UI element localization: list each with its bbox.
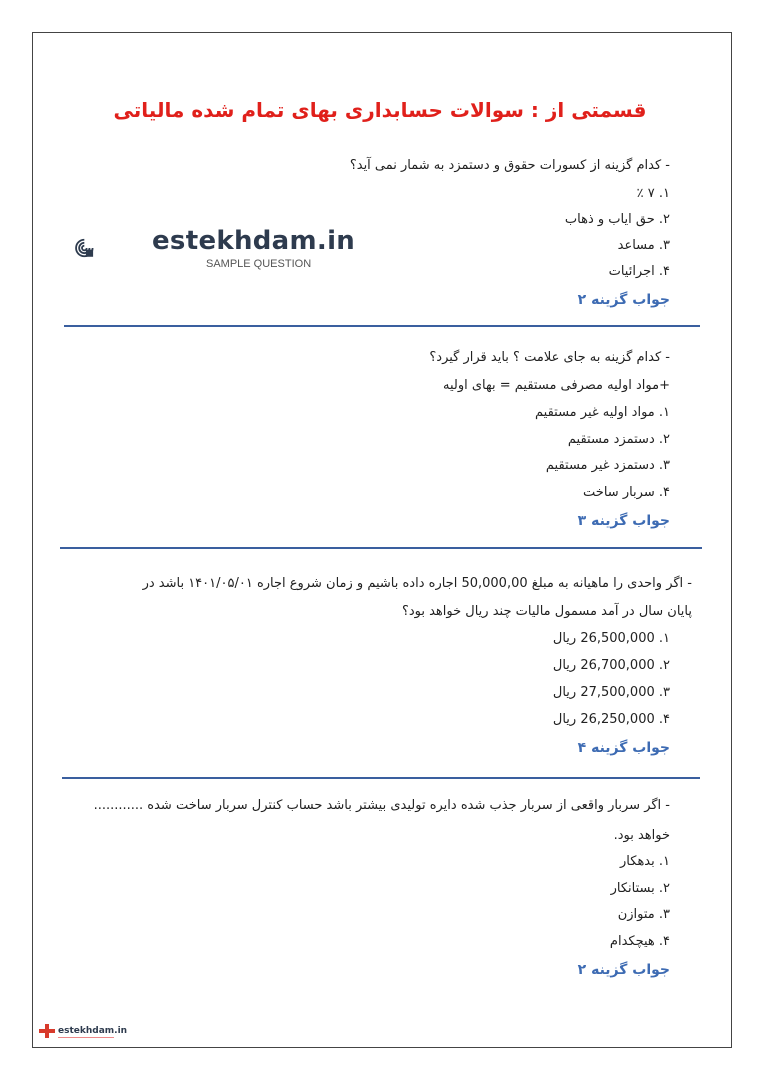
question-4-text-line-1: - اگر سربار واقعی از سربار جذب شده دایره تولیدی بیشتر باشد حساب کنترل سربار ساخت شده ............ [93, 798, 670, 813]
page-title: قسمتی از : سوالات حسابداری بهای تمام شده مالیاتی [113, 98, 647, 122]
question-4-answer: جواب گزینه ۲ [577, 962, 670, 978]
question-2-text: - کدام گزینه به جای علامت ؟ باید قرار گیرد؟ [429, 350, 670, 365]
question-2-option-1: ۱. مواد اولیه غیر مستقیم [535, 405, 670, 420]
watermark-subtitle: SAMPLE QUESTION [206, 258, 312, 270]
question-2-subtext: +مواد اولیه مصرفی مستقیم = بهای اولیه [443, 378, 670, 393]
question-1-option-2: ۲. حق ایاب و ذهاب [564, 212, 670, 227]
question-1-text: - کدام گزینه از کسورات حقوق و دستمزد به شمار نمی آید؟ [349, 158, 670, 173]
separator-2 [60, 547, 702, 549]
question-3-option-4: ۴. 26,250,000 ریال [552, 712, 670, 727]
question-2-answer: جواب گزینه ۳ [577, 513, 670, 529]
question-1-option-4: ۴. اجرائیات [608, 264, 670, 279]
question-4-option-2: ۲. بستانکار [610, 881, 670, 896]
question-3-option-3: ۳. 27,500,000 ریال [552, 685, 670, 700]
question-1-option-1: ۱. ۷ ٪ [636, 186, 670, 201]
question-1-option-3: ۳. مساعد [617, 238, 670, 253]
question-4-option-4: ۴. هیچکدام [609, 934, 670, 949]
question-2-option-4: ۴. سربار ساخت [583, 485, 670, 500]
footer-underline [58, 1037, 114, 1038]
cross-logo-icon [38, 1023, 56, 1039]
question-3-option-2: ۲. 26,700,000 ریال [552, 658, 670, 673]
concentric-signal-logo-icon [74, 208, 154, 288]
question-4-text-line-2: خواهد بود. [613, 828, 670, 843]
question-4-option-1: ۱. بدهکار [620, 854, 670, 869]
separator-3 [62, 777, 700, 779]
question-3-answer: جواب گزینه ۴ [577, 740, 670, 756]
separator-1 [64, 325, 700, 327]
footer-brand: estekhdam.in [58, 1026, 128, 1036]
question-2-option-3: ۳. دستمزد غیر مستقیم [545, 458, 670, 473]
watermark-brand: estekhdam.in [152, 226, 356, 256]
question-3-text-line-1: - اگر واحدی را ماهیانه به مبلغ 50,000,00 اجاره داده باشیم و زمان شروع اجاره ۱۴۰۱/۰۵/۰۱ باشد در [142, 576, 692, 591]
question-4-option-3: ۳. متوازن [617, 907, 670, 922]
question-3-text-line-2: پایان سال در آمد مسمول مالیات چند ریال خواهد بود؟ [401, 604, 692, 619]
question-3-option-1: ۱. 26,500,000 ریال [552, 631, 670, 646]
question-2-option-2: ۲. دستمزد مستقیم [567, 432, 670, 447]
question-1-answer: جواب گزینه ۲ [577, 292, 670, 308]
